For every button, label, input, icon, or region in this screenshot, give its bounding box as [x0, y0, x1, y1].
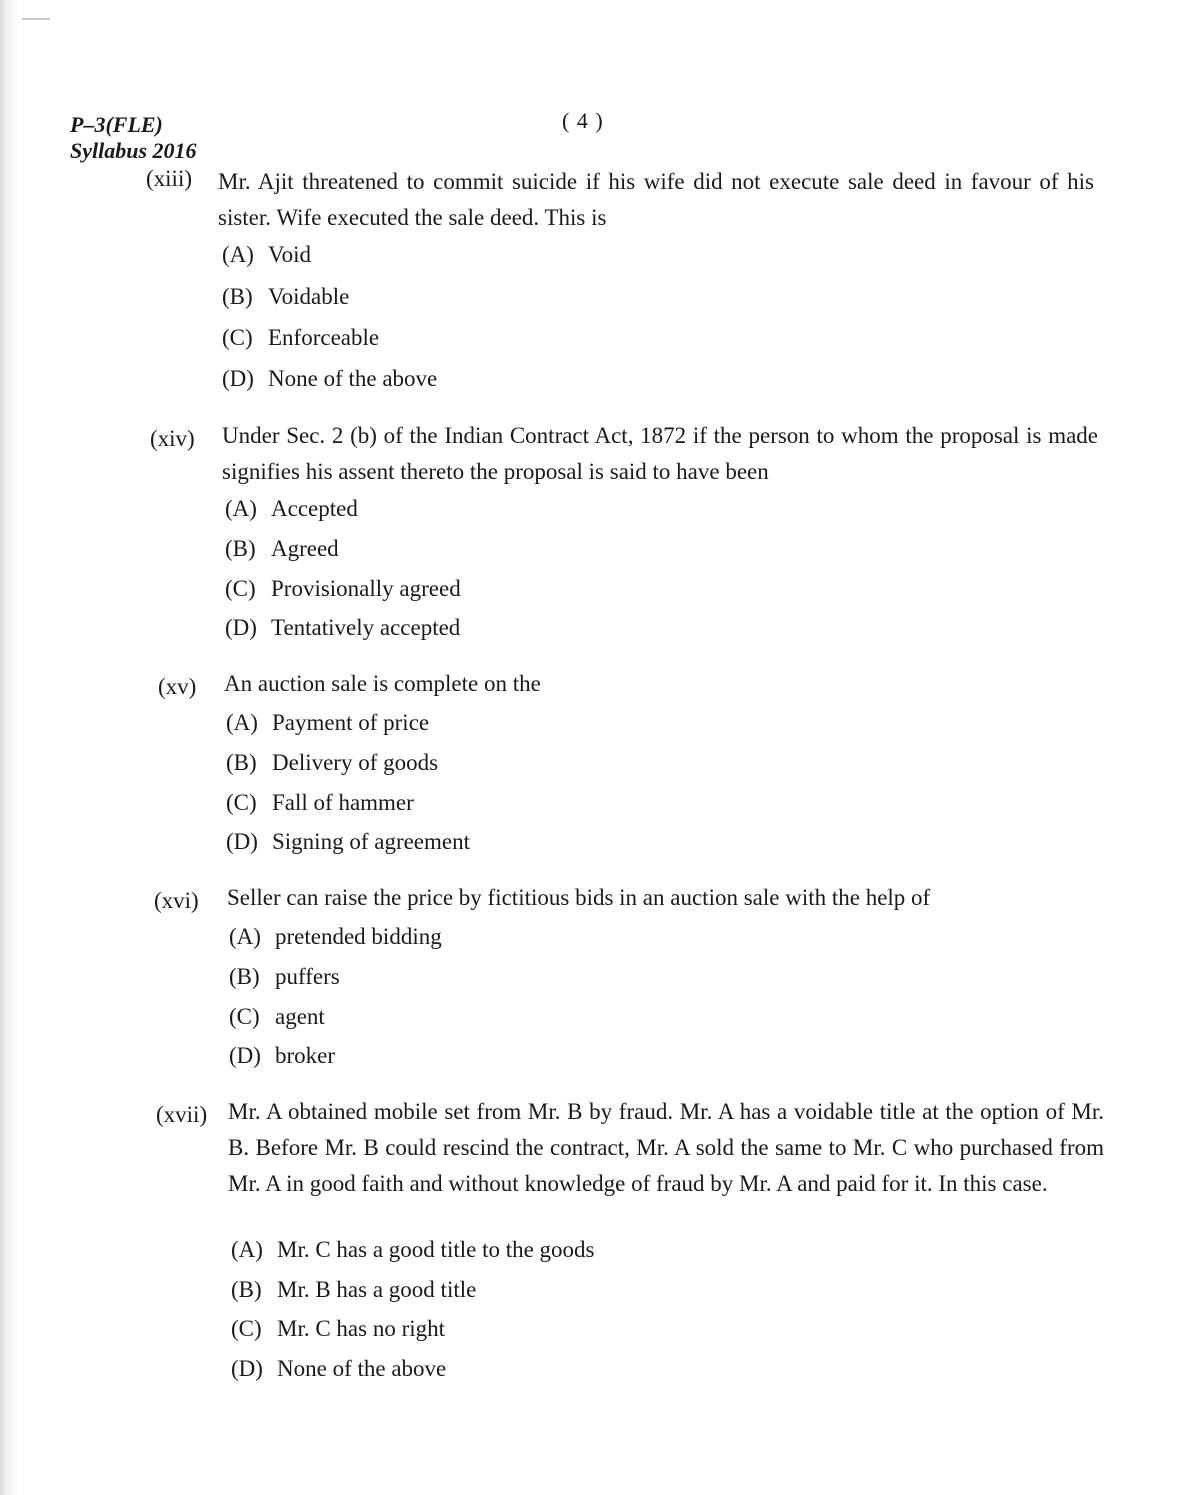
option-letter: (D): [229, 1043, 261, 1068]
option-letter: (B): [231, 1277, 262, 1302]
option-d: [229, 1043, 335, 1069]
option-letter: (C): [225, 576, 256, 601]
option-d: [225, 615, 460, 641]
option-text: Payment of price: [272, 710, 430, 735]
option-letter: (B): [226, 750, 257, 775]
option-text: Voidable: [268, 284, 350, 309]
option-a: [231, 1237, 595, 1263]
option-text: None of the above: [277, 1356, 447, 1381]
question-13: [146, 166, 1096, 246]
option-b: [222, 284, 349, 310]
question-text: Seller can raise the price by fictitious bids in an auction sale with the help of: [227, 885, 931, 910]
option-a: [225, 496, 358, 522]
question-14: [150, 423, 1100, 506]
option-c: [226, 790, 414, 816]
paper-header: [70, 112, 197, 164]
option-c: [225, 576, 461, 602]
option-a: [226, 710, 429, 736]
option-letter: (D): [222, 366, 254, 391]
option-text: Void: [268, 242, 312, 267]
syllabus-label: Syllabus 2016: [70, 138, 197, 163]
option-text: Mr. B has a good title: [277, 1277, 477, 1302]
option-text: Enforceable: [268, 325, 380, 350]
option-d: [222, 366, 437, 392]
paper-code: P–3(FLE): [70, 112, 163, 137]
option-text: Tentatively accepted: [271, 615, 461, 640]
question-number: (xiv): [150, 426, 195, 451]
option-letter: (C): [231, 1316, 262, 1341]
scan-shadow: [0, 0, 18, 1495]
option-text: Agreed: [271, 536, 339, 561]
option-letter: (D): [226, 829, 258, 854]
page-number: ( 4 ): [562, 108, 604, 133]
option-b: [225, 536, 339, 562]
option-text: Fall of hammer: [272, 790, 414, 815]
question-text: Mr. Ajit threatened to commit suicide if his wife did not execute sale deed in favour of his sister. Wife executed the sale deed. This is: [218, 169, 1094, 230]
option-letter: (A): [226, 710, 258, 735]
option-text: pretended bidding: [275, 924, 442, 949]
option-letter: (B): [222, 284, 253, 309]
option-text: Signing of agreement: [272, 829, 471, 854]
option-text: Mr. C has no right: [277, 1316, 446, 1341]
option-c: [229, 1004, 325, 1030]
option-text: Accepted: [271, 496, 358, 521]
option-b: [229, 964, 340, 990]
question-text: Mr. A obtained mobile set from Mr. B by fraud. Mr. A has a voidable title at the option of Mr. B. Before Mr. B could rescind the contract, Mr. A sold the same to Mr. C who purchased from Mr. A in good faith and without knowledge of fraud by Mr. A and paid for it. In this case.: [228, 1099, 1104, 1196]
scan-mark: [22, 18, 50, 20]
question-17: [156, 1099, 1106, 1246]
option-letter: (D): [225, 615, 257, 640]
option-text: Mr. C has a good title to the goods: [277, 1237, 595, 1262]
option-text: puffers: [275, 964, 340, 989]
option-text: agent: [275, 1004, 325, 1029]
question-16: [154, 885, 1104, 924]
option-letter: (B): [225, 536, 256, 561]
question-text: An auction sale is complete on the: [224, 671, 541, 696]
option-letter: (A): [222, 242, 254, 267]
option-text: None of the above: [268, 366, 438, 391]
option-letter: (A): [231, 1237, 263, 1262]
option-letter: (C): [226, 790, 257, 815]
option-letter: (A): [225, 496, 257, 521]
option-letter: (C): [222, 325, 253, 350]
question-number: (xvi): [154, 888, 199, 913]
question-number: (xvii): [156, 1102, 208, 1127]
option-d: [231, 1356, 446, 1382]
option-letter: (A): [229, 924, 261, 949]
option-letter: (C): [229, 1004, 260, 1029]
option-c: [222, 325, 379, 351]
option-text: broker: [275, 1043, 336, 1068]
option-c: [231, 1316, 445, 1342]
option-b: [231, 1277, 476, 1303]
option-a: [222, 242, 311, 268]
option-b: [226, 750, 438, 776]
option-text: Provisionally agreed: [271, 576, 461, 601]
option-text: Delivery of goods: [272, 750, 439, 775]
option-letter: (D): [231, 1356, 263, 1381]
question-15: [158, 671, 1098, 710]
option-a: [229, 924, 442, 950]
question-number: (xiii): [146, 166, 192, 191]
option-d: [226, 829, 470, 855]
option-letter: (B): [229, 964, 260, 989]
question-text: Under Sec. 2 (b) of the Indian Contract Act, 1872 if the person to whom the proposal is made signifies his assent thereto the proposal is said to have been: [222, 423, 1098, 484]
question-number: (xv): [158, 674, 197, 699]
